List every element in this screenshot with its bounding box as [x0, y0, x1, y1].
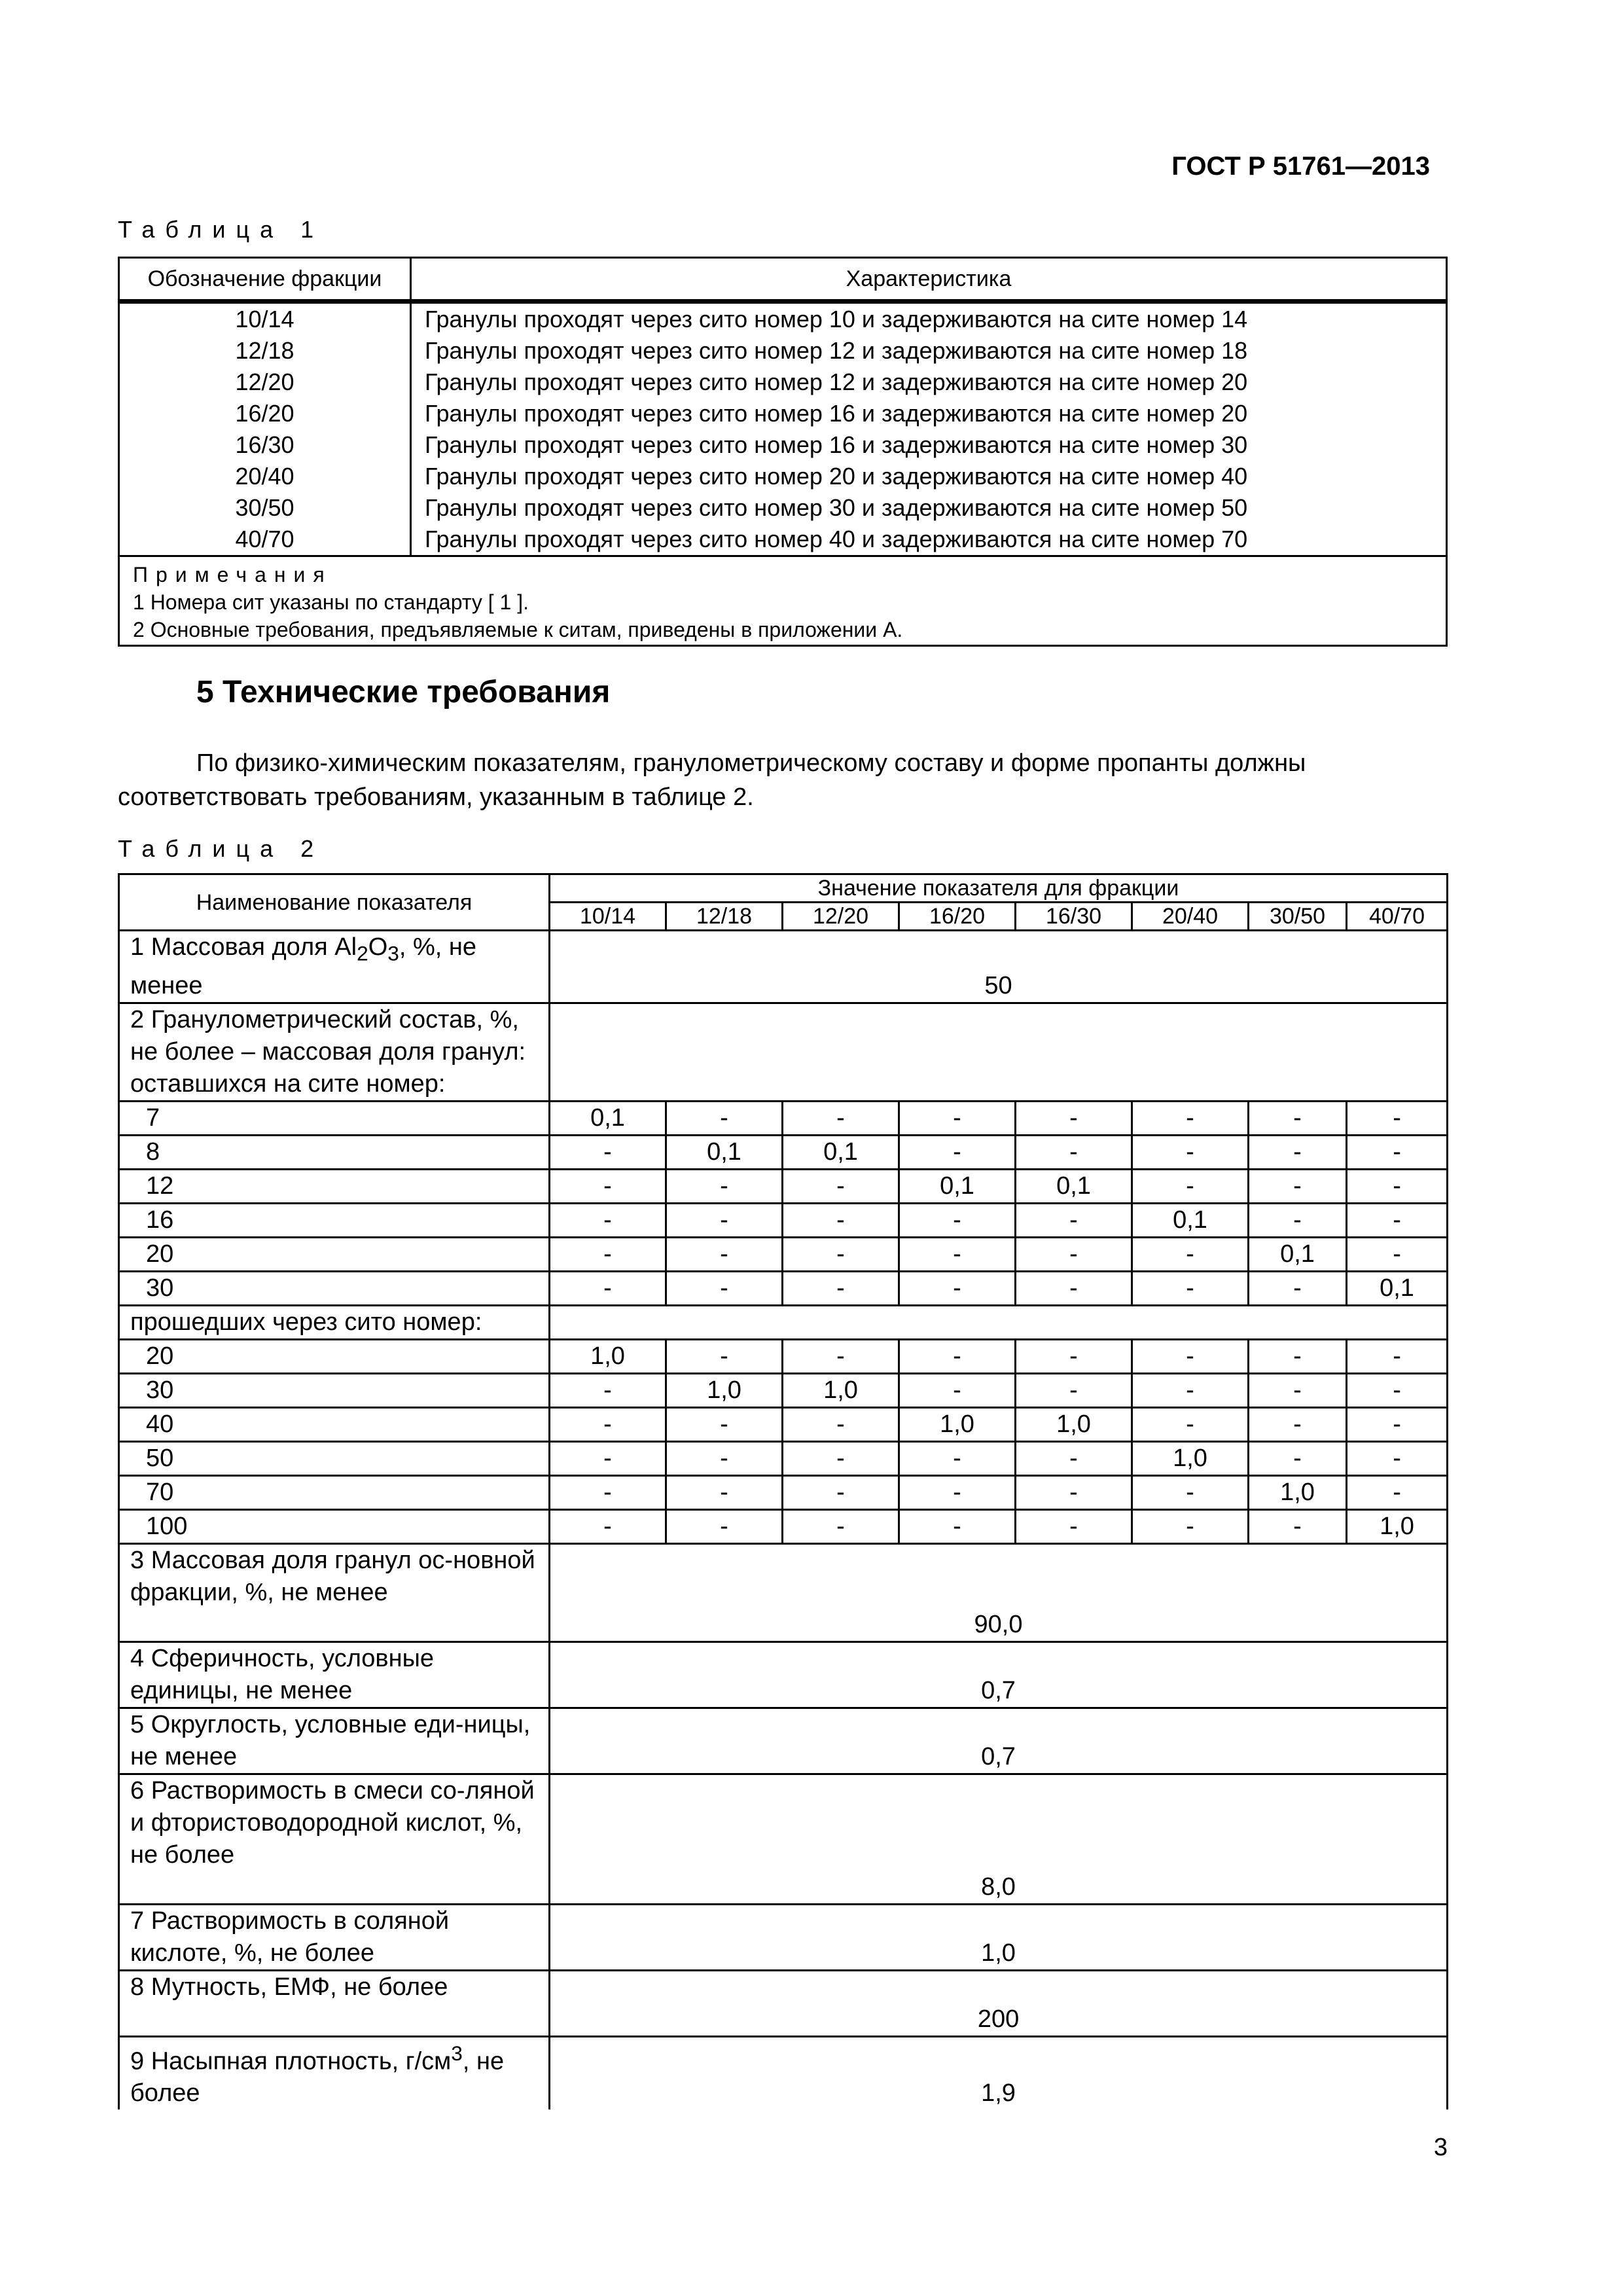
table-row	[119, 1774, 1448, 1904]
fraction-value-cell: -	[666, 1407, 783, 1441]
fraction-value-cell: -	[899, 1101, 1016, 1135]
indicator-value: 200	[550, 1970, 1448, 2036]
fraction-value-cell: -	[1132, 1373, 1249, 1407]
fraction-value-cell: 0,1	[1132, 1203, 1249, 1237]
document-code: ГОСТ Р 51761—2013	[1171, 152, 1430, 181]
fraction-column	[119, 302, 411, 556]
fraction-header: 10/14	[550, 903, 666, 931]
fraction-value-cell: -	[1347, 1339, 1448, 1373]
table-row	[119, 1641, 1448, 1708]
table1	[118, 257, 1448, 647]
fraction-value-cell: -	[783, 1441, 899, 1475]
indicator-name-text: 2 Гранулометрический состав, %, не более – массовая доля гранул:	[130, 1005, 526, 1066]
fraction-value-cell: -	[1249, 1271, 1347, 1305]
fraction-header: 16/20	[899, 903, 1016, 931]
fraction-value-cell: -	[783, 1475, 899, 1509]
fraction-value-cell: -	[1132, 1169, 1249, 1203]
indicator-value: 0,7	[550, 1708, 1448, 1774]
indicator-name: 6 Растворимость в смеси со-ляной и фтористоводородной кислот, %, не более	[119, 1774, 550, 1904]
table-row	[119, 1509, 1448, 1543]
fraction-value-cell: -	[550, 1509, 666, 1543]
fraction-value-cell: -	[550, 1135, 666, 1169]
fraction-value-cell: -	[783, 1101, 899, 1135]
indicator-name-text: , %, не менее	[130, 933, 476, 999]
fraction-cell: 16/30	[235, 431, 294, 458]
fraction-value-cell: 0,1	[899, 1169, 1016, 1203]
fraction-value-cell: -	[666, 1509, 783, 1543]
retained-rows	[119, 1101, 1448, 1305]
indicator-name: 3 Массовая доля гранул ос-новной фракции, %, не менее	[119, 1543, 550, 1641]
fraction-value-cell: -	[899, 1271, 1016, 1305]
table1-notes-row	[119, 556, 1447, 646]
table-row	[119, 1441, 1448, 1475]
fraction-value-cell: 0,1	[666, 1135, 783, 1169]
fraction-value-cell: -	[1347, 1475, 1448, 1509]
fraction-header: 30/50	[1249, 903, 1347, 931]
fraction-value-cell: -	[1132, 1339, 1249, 1373]
table-row	[119, 1003, 1448, 1101]
sieve-number-cell: 100	[119, 1509, 550, 1543]
fraction-cell: 40/70	[235, 526, 294, 552]
fraction-value-cell: -	[666, 1441, 783, 1475]
fraction-value-cell: -	[550, 1271, 666, 1305]
table1-body	[119, 302, 1447, 556]
fraction-value-cell: -	[1016, 1441, 1132, 1475]
section-title: 5 Технические требования	[196, 675, 611, 709]
table-row	[119, 1708, 1448, 1774]
indicator-value	[550, 1003, 1448, 1101]
head-name-cell: Наименование показателя	[119, 874, 550, 931]
indicator-name: 8 Мутность, ЕМФ, не более	[119, 1970, 550, 2036]
characteristic-cell: Гранулы проходят через сито номер 16 и задерживаются на сите номер 20	[425, 400, 1248, 427]
indicator-value: 1,9	[550, 2036, 1448, 2109]
indicator-value: 1,0	[550, 1904, 1448, 1970]
note-item: 1 Номера сит указаны по стандарту [ 1 ].	[133, 590, 529, 614]
table1-col-header: Обозначение фракции	[119, 258, 411, 302]
fraction-header: 12/20	[783, 903, 899, 931]
fraction-value-cell: -	[1347, 1135, 1448, 1169]
fraction-value-cell: -	[1016, 1237, 1132, 1271]
fraction-value-cell: -	[1016, 1509, 1132, 1543]
sieve-number-cell: 20	[119, 1339, 550, 1373]
characteristic-column	[411, 302, 1447, 556]
fraction-value-cell: -	[1249, 1101, 1347, 1135]
indicator-subheading: оставшихся на сите номер:	[130, 1069, 446, 1098]
fraction-value-cell: -	[899, 1339, 1016, 1373]
fraction-value-cell: -	[783, 1203, 899, 1237]
fraction-value-cell: -	[550, 1441, 666, 1475]
table-row	[119, 931, 1448, 1003]
table-row	[119, 1305, 1448, 1339]
fraction-value-cell: -	[1016, 1271, 1132, 1305]
fraction-value-cell: -	[666, 1169, 783, 1203]
fraction-value-cell: -	[1249, 1509, 1347, 1543]
table1-notes	[119, 556, 1447, 646]
fraction-value-cell: -	[666, 1475, 783, 1509]
table-row	[119, 1135, 1448, 1169]
fraction-value-cell: -	[899, 1203, 1016, 1237]
table-row	[119, 1339, 1448, 1373]
indicator-name: 7 Растворимость в соляной кислоте, %, не более	[119, 1904, 550, 1970]
indicator-value: 50	[550, 931, 1448, 1003]
sieve-number-cell: 70	[119, 1475, 550, 1509]
fraction-value-cell: -	[666, 1339, 783, 1373]
fraction-value-cell: -	[1249, 1169, 1347, 1203]
indicator-name: 5 Округлость, условные еди-ницы, не менее	[119, 1708, 550, 1774]
table-row	[119, 2036, 1448, 2109]
table-row	[119, 1169, 1448, 1203]
fraction-value-cell: -	[899, 1509, 1016, 1543]
table2-title: Таблица 2	[118, 835, 325, 862]
fraction-value-cell: -	[1132, 1407, 1249, 1441]
fraction-value-cell: 1,0	[1132, 1441, 1249, 1475]
indicator-name-text: O	[368, 933, 388, 961]
fraction-cell: 16/20	[235, 400, 294, 427]
table-row	[119, 1475, 1448, 1509]
fraction-cell: 12/20	[235, 368, 294, 395]
characteristic-cell: Гранулы проходят через сито номер 12 и задерживаются на сите номер 18	[425, 337, 1248, 364]
characteristic-cell: Гранулы проходят через сито номер 16 и задерживаются на сите номер 30	[425, 431, 1248, 458]
fraction-value-cell: -	[1016, 1101, 1132, 1135]
note-item: 2 Основные требования, предъявляемые к ситам, приведены в приложении А.	[133, 618, 903, 641]
sieve-number-cell: 20	[119, 1237, 550, 1271]
fraction-value-cell: -	[1347, 1373, 1448, 1407]
fraction-value-cell: -	[550, 1169, 666, 1203]
fraction-value-cell: -	[783, 1271, 899, 1305]
indicator-value	[550, 1305, 1448, 1339]
fraction-value-cell: 0,1	[1249, 1237, 1347, 1271]
indicator-name-text: 9 Насыпная плотность, г/см	[130, 2047, 452, 2075]
fraction-value-cell: -	[1249, 1407, 1347, 1441]
fraction-value-cell: -	[1249, 1135, 1347, 1169]
subscript: 2	[357, 941, 368, 965]
paragraph-text: По физико-химическим показателям, гранулометрическому составу и форме пропанты должны соответствовать требованиям, указанным в таблице 2.	[118, 749, 1306, 811]
fraction-value-cell: -	[1132, 1101, 1249, 1135]
fraction-value-cell: -	[1347, 1441, 1448, 1475]
fraction-value-cell: 1,0	[550, 1339, 666, 1373]
fraction-value-cell: -	[899, 1441, 1016, 1475]
table-row	[119, 1203, 1448, 1237]
characteristic-cell: Гранулы проходят через сито номер 12 и задерживаются на сите номер 20	[425, 368, 1248, 395]
characteristic-cell: Гранулы проходят через сито номер 20 и задерживаются на сите номер 40	[425, 463, 1248, 490]
fraction-value-cell: -	[1347, 1203, 1448, 1237]
fraction-value-cell: 0,1	[1016, 1169, 1132, 1203]
sieve-number-cell: 40	[119, 1407, 550, 1441]
page-number: 3	[1433, 2134, 1448, 2161]
fraction-header: 16/30	[1016, 903, 1132, 931]
fraction-value-cell: -	[666, 1203, 783, 1237]
indicator-value: 8,0	[550, 1774, 1448, 1904]
fraction-value-cell: -	[666, 1101, 783, 1135]
subscript: 3	[387, 941, 399, 965]
passed-rows	[119, 1339, 1448, 1543]
fraction-value-cell: -	[899, 1237, 1016, 1271]
fraction-value-cell: 1,0	[1249, 1475, 1347, 1509]
fraction-value-cell: 1,0	[899, 1407, 1016, 1441]
fraction-value-cell: -	[550, 1203, 666, 1237]
sieve-number-cell: 16	[119, 1203, 550, 1237]
fraction-value-cell: 1,0	[1016, 1407, 1132, 1441]
table-row	[119, 1271, 1448, 1305]
sieve-number-cell: 50	[119, 1441, 550, 1475]
table-row	[119, 1543, 1448, 1641]
fraction-value-cell: -	[899, 1475, 1016, 1509]
fraction-value-cell: -	[1347, 1101, 1448, 1135]
fraction-value-cell: -	[1016, 1475, 1132, 1509]
fraction-value-cell: -	[666, 1271, 783, 1305]
table1-title: Таблица 1	[118, 216, 325, 243]
fraction-cell: 30/50	[235, 494, 294, 521]
fraction-value-cell: -	[550, 1475, 666, 1509]
fraction-value-cell: -	[783, 1237, 899, 1271]
fraction-value-cell: 0,1	[1347, 1271, 1448, 1305]
characteristic-cell: Гранулы проходят через сито номер 10 и задерживаются на сите номер 14	[425, 306, 1248, 332]
characteristic-cell: Гранулы проходят через сито номер 40 и задерживаются на сите номер 70	[425, 526, 1248, 552]
head-value-cell: Значение показателя для фракции	[550, 874, 1448, 903]
table-row	[119, 1970, 1448, 2036]
fraction-value-cell: -	[550, 1373, 666, 1407]
fraction-value-cell: -	[1347, 1407, 1448, 1441]
indicator-value: 0,7	[550, 1641, 1448, 1708]
fraction-value-cell: 0,1	[783, 1135, 899, 1169]
sieve-number-cell: 12	[119, 1169, 550, 1203]
fraction-header: 20/40	[1132, 903, 1249, 931]
indicator-name	[119, 931, 550, 1003]
notes-heading: Примечания	[133, 563, 332, 586]
table-row	[119, 1904, 1448, 1970]
indicator-name	[119, 2036, 550, 2109]
indicator-name	[119, 1003, 550, 1101]
fraction-value-cell: -	[1249, 1441, 1347, 1475]
fraction-value-cell: -	[1249, 1339, 1347, 1373]
fraction-value-cell: -	[783, 1509, 899, 1543]
fraction-value-cell: -	[666, 1237, 783, 1271]
fraction-cell: 10/14	[235, 306, 294, 332]
fraction-value-cell: -	[1016, 1135, 1132, 1169]
indicator-name-text: , не более	[130, 2047, 505, 2108]
fraction-value-cell: -	[1132, 1509, 1249, 1543]
table2-header-row	[119, 874, 1448, 903]
table-row	[119, 1373, 1448, 1407]
fraction-header: 12/18	[666, 903, 783, 931]
table1-header-row	[119, 258, 1447, 302]
fraction-value-cell: -	[1132, 1475, 1249, 1509]
table1-col-header: Характеристика	[411, 258, 1447, 302]
fraction-value-cell: -	[550, 1237, 666, 1271]
fraction-value-cell: -	[1016, 1339, 1132, 1373]
sieve-number-cell: 7	[119, 1101, 550, 1135]
table2	[118, 873, 1448, 2109]
fraction-value-cell: -	[1132, 1237, 1249, 1271]
fraction-value-cell: -	[550, 1407, 666, 1441]
fraction-value-cell: -	[899, 1373, 1016, 1407]
fraction-value-cell: -	[1249, 1373, 1347, 1407]
fraction-value-cell: -	[1132, 1271, 1249, 1305]
fraction-value-cell: -	[783, 1339, 899, 1373]
table-row	[119, 1237, 1448, 1271]
sieve-number-cell: 30	[119, 1373, 550, 1407]
fraction-value-cell: -	[899, 1135, 1016, 1169]
indicator-name-text: 1 Массовая доля Al	[130, 933, 357, 961]
passed-label: прошедших через сито номер:	[119, 1305, 550, 1339]
fraction-value-cell: -	[1249, 1203, 1347, 1237]
fraction-value-cell: -	[1132, 1135, 1249, 1169]
fraction-value-cell: -	[783, 1169, 899, 1203]
fraction-value-cell: -	[783, 1407, 899, 1441]
table-row	[119, 1101, 1448, 1135]
fraction-value-cell: 1,0	[783, 1373, 899, 1407]
fraction-cell: 20/40	[235, 463, 294, 490]
fraction-cell: 12/18	[235, 337, 294, 364]
fraction-value-cell: 1,0	[1347, 1509, 1448, 1543]
table-row	[119, 1407, 1448, 1441]
fraction-value-cell: 0,1	[550, 1101, 666, 1135]
sieve-number-cell: 8	[119, 1135, 550, 1169]
sieve-number-cell: 30	[119, 1271, 550, 1305]
fraction-header: 40/70	[1347, 903, 1448, 931]
indicator-name: 4 Сферичность, условные единицы, не менее	[119, 1641, 550, 1708]
fraction-value-cell: -	[1347, 1237, 1448, 1271]
fraction-value-cell: 1,0	[666, 1373, 783, 1407]
superscript: 3	[451, 2041, 463, 2065]
characteristic-cell: Гранулы проходят через сито номер 30 и задерживаются на сите номер 50	[425, 494, 1248, 521]
section-paragraph	[118, 746, 1448, 814]
fraction-value-cell: -	[1016, 1373, 1132, 1407]
fraction-value-cell: -	[1016, 1203, 1132, 1237]
indicator-value: 90,0	[550, 1543, 1448, 1641]
fraction-value-cell: -	[1347, 1169, 1448, 1203]
